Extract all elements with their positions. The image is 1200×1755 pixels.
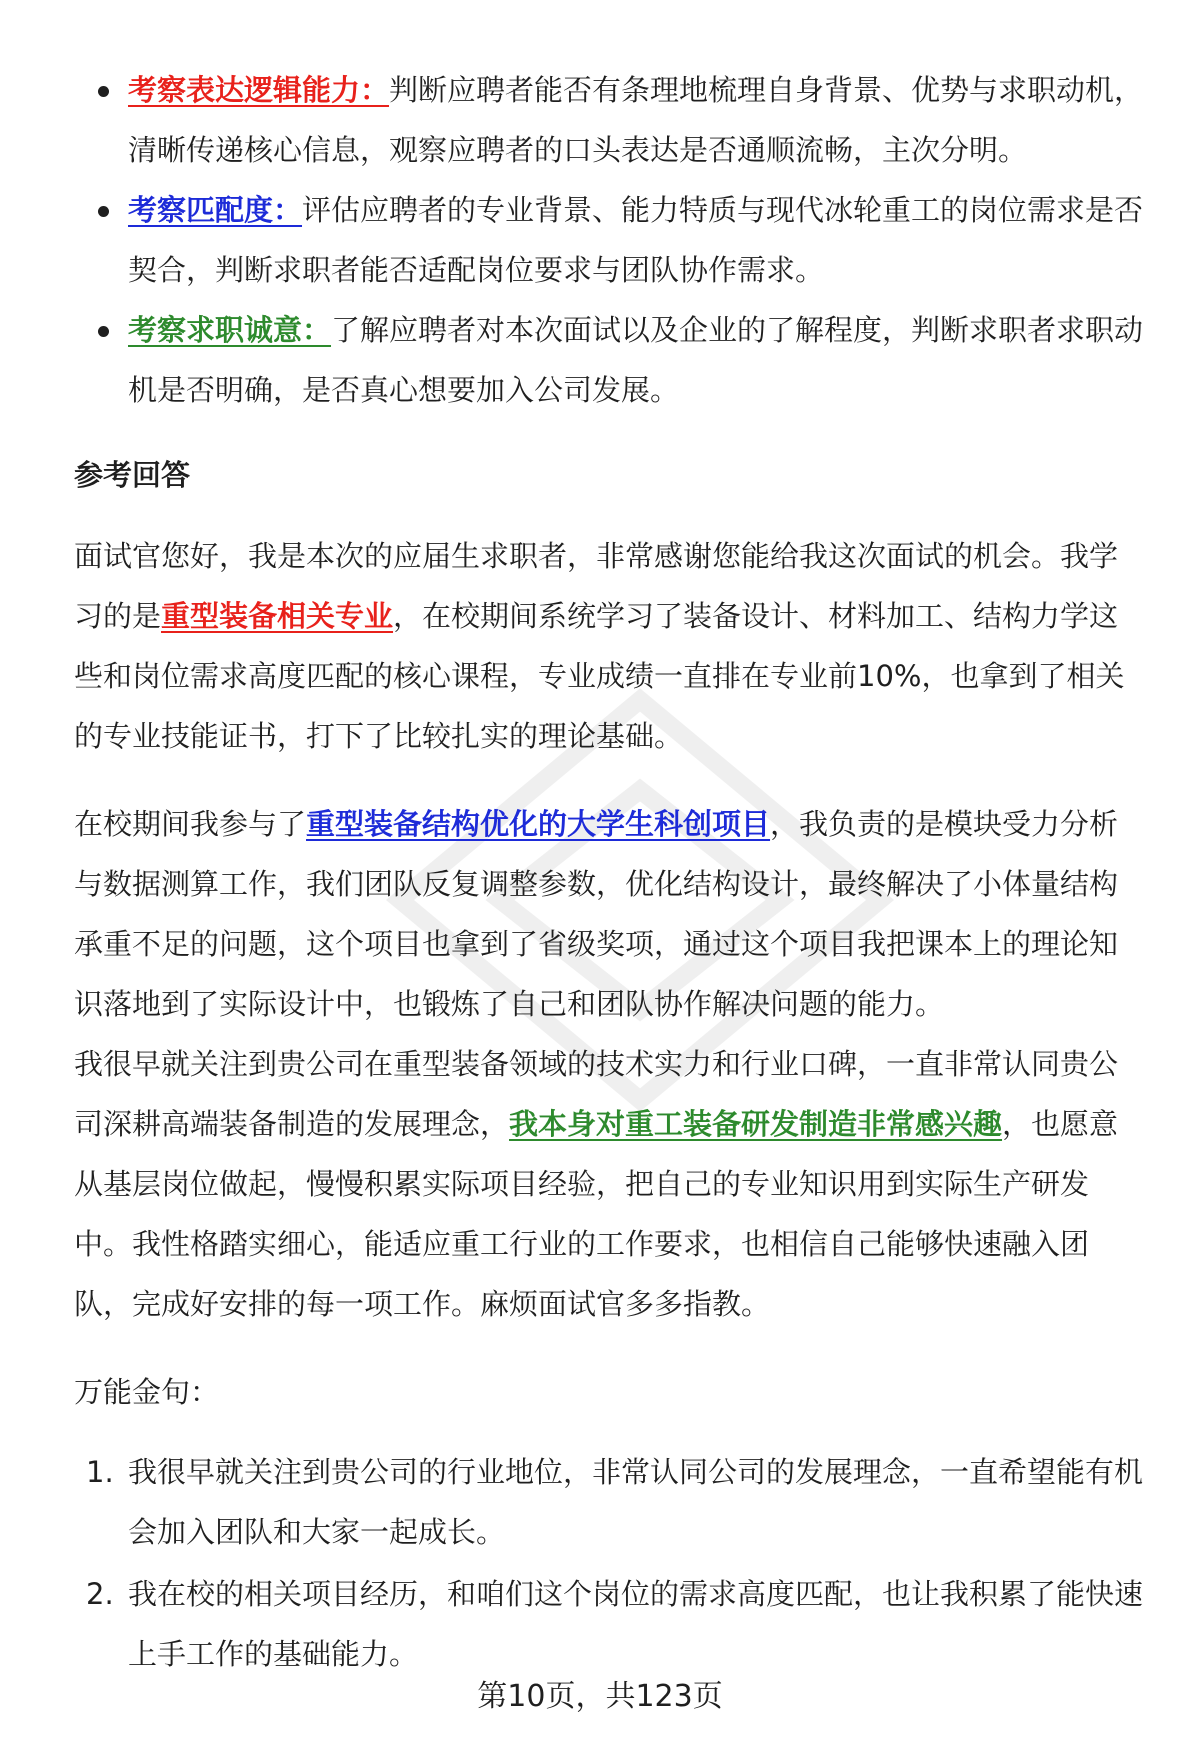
golden-sentences-list — [74, 1442, 1144, 1684]
list-item — [74, 1442, 1144, 1562]
criteria-text: 评估应聘者的专业背景、能力特质与现代冰轮重工的岗位需求是否契合，判断求职者能否适配岗位要求与团队协作需求。 — [128, 193, 1144, 287]
page-footer: 第10页，共123页 — [477, 1679, 723, 1714]
reference-heading: 参考回答 — [74, 458, 191, 492]
list-item — [74, 1564, 1144, 1684]
paragraph-text: ，在校期间系统学习了装备设计、材料加工、结构力学这些和岗位需求高度匹配的核心课程，专业成绩一直排在专业前10%，也拿到了相关的专业技能证书，打下了比较扎实的理论基础。 — [74, 599, 1125, 753]
paragraph-text: ，我负责的是模块受力分析与数据测算工作，我们团队反复调整参数，优化结构设计，最终解决了小体量结构承重不足的问题，这个项目也拿到了省级奖项，通过这个项目我把课本上的理论知识落地到了实际设计中，也锻炼了自己和团队协作解决问题的能力。 — [74, 807, 1119, 1021]
list-number: 1. — [86, 1455, 114, 1489]
document-page — [74, 60, 1144, 1686]
list-text: 我在校的相关项目经历，和咱们这个岗位的需求高度匹配，也让我积累了能快速上手工作的基础能力。 — [128, 1577, 1144, 1671]
criteria-tag: 考察求职诚意： — [128, 313, 332, 347]
golden-sentences-title: 万能金句： — [74, 1375, 220, 1409]
criteria-text: 判断应聘者能否有条理地梳理自身背景、优势与求职动机，清晰传递核心信息，观察应聘者的口头表达是否通顺流畅，主次分明。 — [128, 73, 1144, 167]
highlight-text: 重型装备结构优化的大学生科创项目 — [306, 807, 771, 841]
criteria-item-sincerity — [74, 300, 1144, 420]
criteria-text: 了解应聘者对本次面试以及企业的了解程度，判断求职者求职动机是否明确，是否真心想要加入公司发展。 — [128, 313, 1144, 407]
criteria-item-logic — [74, 60, 1144, 180]
paragraph-text: 面试官您好，我是本次的应届生求职者，非常感谢您能给我这次面试的机会。我学习的是 — [74, 539, 1119, 633]
answer-paragraph-3 — [74, 1034, 1144, 1334]
paragraph-text: ，也愿意从基层岗位做起，慢慢积累实际项目经验，把自己的专业知识用到实际生产研发中。我性格踏实细心，能适应重工行业的工作要求，也相信自己能够快速融入团队，完成好安排的每一项工作。麻烦面试官多多指教。 — [74, 1107, 1119, 1321]
paragraph-text: 我很早就关注到贵公司在重型装备领域的技术实力和行业口碑，一直非常认同贵公司深耕高端装备制造的发展理念， — [74, 1047, 1119, 1141]
list-text: 我很早就关注到贵公司的行业地位，非常认同公司的发展理念，一直希望能有机会加入团队和大家一起成长。 — [128, 1455, 1144, 1549]
criteria-tag: 考察表达逻辑能力： — [128, 73, 390, 107]
highlight-text: 重型装备相关专业 — [161, 599, 394, 633]
criteria-tag: 考察匹配度： — [128, 193, 303, 227]
answer-paragraph-1 — [74, 526, 1144, 766]
paragraph-text: 在校期间我参与了 — [74, 807, 307, 841]
highlight-text: 我本身对重工装备研发制造非常感兴趣 — [509, 1107, 1003, 1141]
answer-paragraph-2 — [74, 794, 1144, 1034]
list-number: 2. — [86, 1577, 114, 1611]
criteria-item-match — [74, 180, 1144, 300]
criteria-list — [74, 60, 1144, 420]
